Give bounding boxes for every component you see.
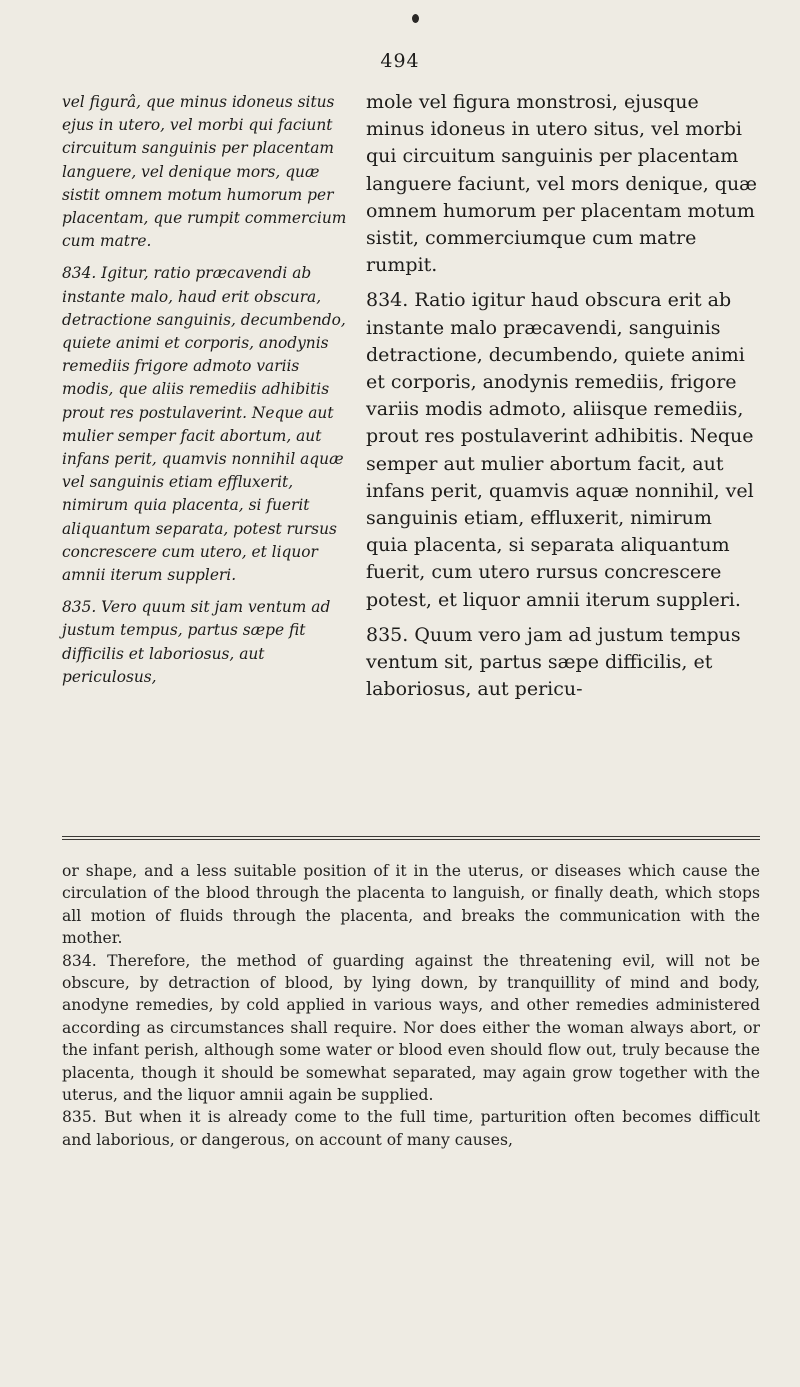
divider-rule: [62, 836, 760, 837]
left-paragraph: vel figurâ, que minus idoneus situs ejus in utero, vel morbi qui faciunt circuitum sanguinis per placentam languere, vel denique mors, quæ sistit omnem motum humorum per placentam, que rumpit commercium cum matre.: [62, 93, 347, 251]
left-paragraph: 834. Igitur, ratio præcavendi ab instante malo, haud erit obscura, detractione sanguinis, decumbendo, quiete animi et corporis, anodynis remediis frigore admoto variis modis, que aliis remediis adhibitis prout res postulaverint. Neque aut mulier semper facit abortum, aut infans perit, quamvis nonnihil aquæ vel sanguinis etiam effluxerit, nimirum quia placenta, si fuerit aliquantum separata, potest rursus concrescere cum utero, et liquor amnii iterum suppleri.: [62, 264, 346, 585]
right-column-latin-roman: [366, 89, 758, 703]
right-paragraph: 835. Quum vero jam ad justum tempus ventum sit, partus sæpe difficilis, et laboriosus, aut pericu-: [366, 623, 741, 701]
right-paragraph: mole vel figura monstrosi, ejusque minus idoneus in utero situs, vel morbi qui circuitum sanguinis per placentam languere faciunt, vel mors denique, quæ omnem humorum per placentam motum sistit, commerciumque cum matre rumpit.: [366, 91, 758, 277]
left-paragraph: 835. Vero quum sit jam ventum ad justum tempus, partus sæpe fit difficilis et laboriosus, aut periculosus,: [62, 598, 331, 686]
page-number: 494: [380, 50, 420, 72]
divider-rule: [62, 839, 760, 840]
english-translation: [62, 860, 760, 1151]
translation-paragraph: 835. But when it is already come to the full time, parturition often becomes difficult and laborious, or dangerous, on account of many causes,: [62, 1108, 760, 1149]
translation-paragraph: or shape, and a less suitable position of it in the uterus, or diseases which cause the circulation of the blood through the placenta to languish, or finally death, which stops all motion of fluids through the placenta, and breaks the communication with the mother.: [62, 862, 760, 948]
right-paragraph: 834. Ratio igitur haud obscura erit ab instante malo præcavendi, sanguinis detractione, decumbendo, quiete animi et corporis, anodynis remediis, frigore variis modis admoto, aliisque remediis, prout res postulaverint adhibitis. Neque semper aut mulier abortum facit, aut infans perit, quamvis aquæ nonnihil, vel sanguinis etiam, effluxerit, nimirum quia placenta, si separata aliquantum fuerit, cum utero rursus concrescere potest, et liquor amnii iterum suppleri.: [366, 289, 754, 611]
printer-mark-dot: [412, 14, 419, 23]
left-column-latin-italic: [62, 91, 348, 689]
translation-paragraph: 834. Therefore, the method of guarding against the threatening evil, will not be obscure, by detraction of blood, by lying down, by tranquillity of mind and body, anodyne remedies, by cold applied in various ways, and other remedies administered according as circumstances shall require. Nor does either the woman always abort, or the infant perish, although some water or blood even should flow out, truly because the placenta, though it should be somewhat separated, may again grow together with the uterus, and the liquor amnii again be supplied.: [62, 951, 760, 1105]
